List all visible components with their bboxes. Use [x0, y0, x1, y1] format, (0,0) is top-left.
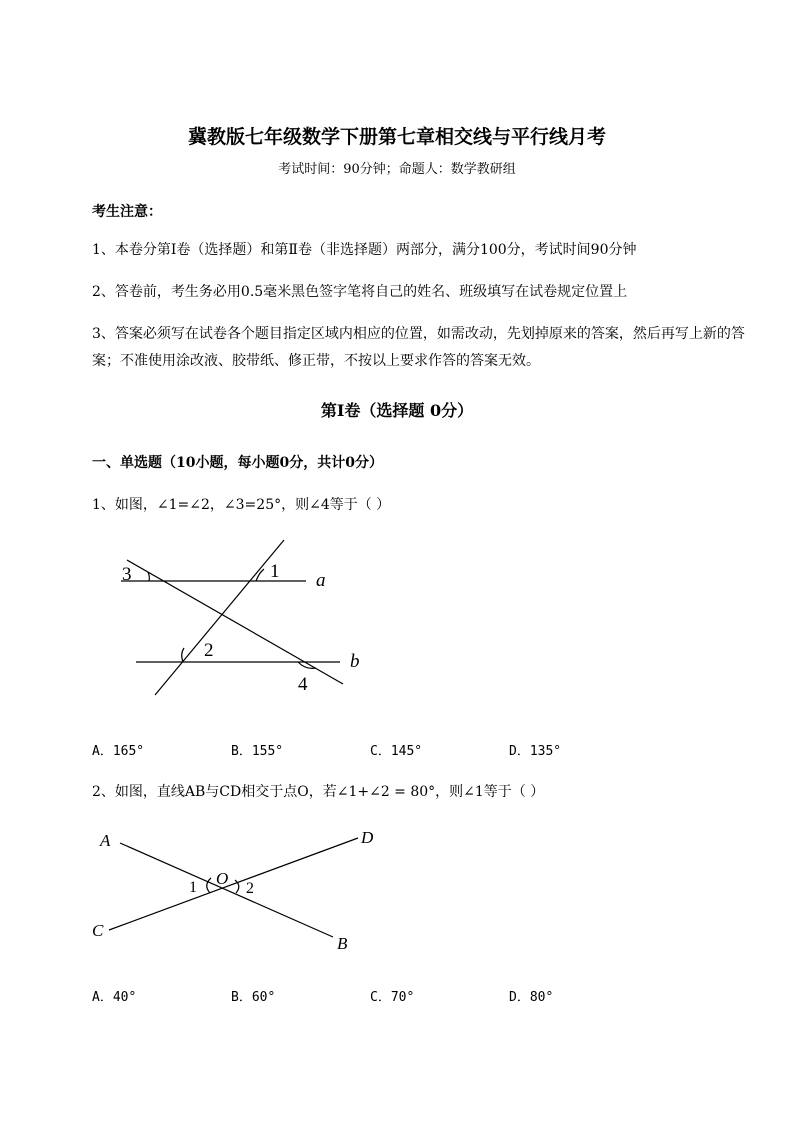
q1-option-c[interactable]: C．145° — [370, 744, 423, 759]
question-1-stem: 1、如图，∠1=∠2，∠3=25°，则∠4等于（ ） — [92, 497, 391, 513]
q2-option-b[interactable]: B．60° — [231, 990, 276, 1005]
label-point-a: A — [100, 831, 111, 850]
label-angle-1: 1 — [270, 561, 280, 582]
section-title: 第I卷（选择题 0分） — [320, 401, 474, 420]
label-angle-1: 1 — [189, 879, 197, 896]
q2-option-d[interactable]: D．80° — [509, 990, 554, 1005]
q2-option-c[interactable]: C．70° — [370, 990, 415, 1005]
label-line-a: a — [316, 570, 326, 591]
q2-option-a[interactable]: A．40° — [92, 990, 137, 1005]
notice-item-1: 1、本卷分第I卷（选择题）和第Ⅱ卷（非选择题）两部分，满分100分，考试时间90分钟 — [92, 242, 637, 258]
label-angle-3: 3 — [122, 564, 132, 585]
notice-item-2: 2、答卷前，考生务必用0.5毫米黑色签字笔将自己的姓名、班级填写在试卷规定位置上 — [92, 284, 628, 300]
question-2-figure — [109, 838, 358, 937]
label-angle-4: 4 — [298, 674, 308, 695]
angle-1-arc — [256, 569, 264, 581]
transversal-1 — [127, 560, 343, 684]
exam-title: 冀教版七年级数学下册第七章相交线与平行线月考 — [187, 126, 606, 148]
label-point-c: C — [92, 921, 104, 940]
q1-option-b[interactable]: B．155° — [231, 744, 284, 759]
q1-option-a[interactable]: A．165° — [92, 744, 145, 759]
line-ab — [120, 843, 333, 937]
label-point-o: O — [216, 869, 229, 888]
q1-option-d[interactable]: D．135° — [509, 744, 562, 759]
label-angle-2: 2 — [246, 880, 254, 897]
line-cd — [109, 838, 358, 930]
label-line-b: b — [350, 651, 360, 672]
exam-subtitle: 考试时间：90分钟；命题人：数学教研组 — [278, 162, 516, 177]
transversal-2 — [155, 540, 284, 695]
label-point-b: B — [337, 934, 348, 953]
notice-item-3: 3、答案必须写在试卷各个题目指定区域内相应的位置，如需改动，先划掉原来的答案，然后再写上新的答案；不准使用涂改液、胶带纸、修正带，不按以上要求作答的答案无效。 — [92, 326, 745, 369]
label-angle-2: 2 — [204, 640, 214, 661]
label-point-d: D — [361, 828, 374, 847]
question-2-stem: 2、如图，直线AB与CD相交于点O，若∠1+∠2 = 80°，则∠1等于（ ） — [92, 784, 545, 800]
question-1-figure — [121, 540, 343, 695]
angle-1-arc — [207, 878, 211, 893]
part-heading: 一、单选题（10小题，每小题0分，共计0分） — [92, 455, 383, 471]
notice-heading: 考生注意： — [92, 204, 162, 220]
